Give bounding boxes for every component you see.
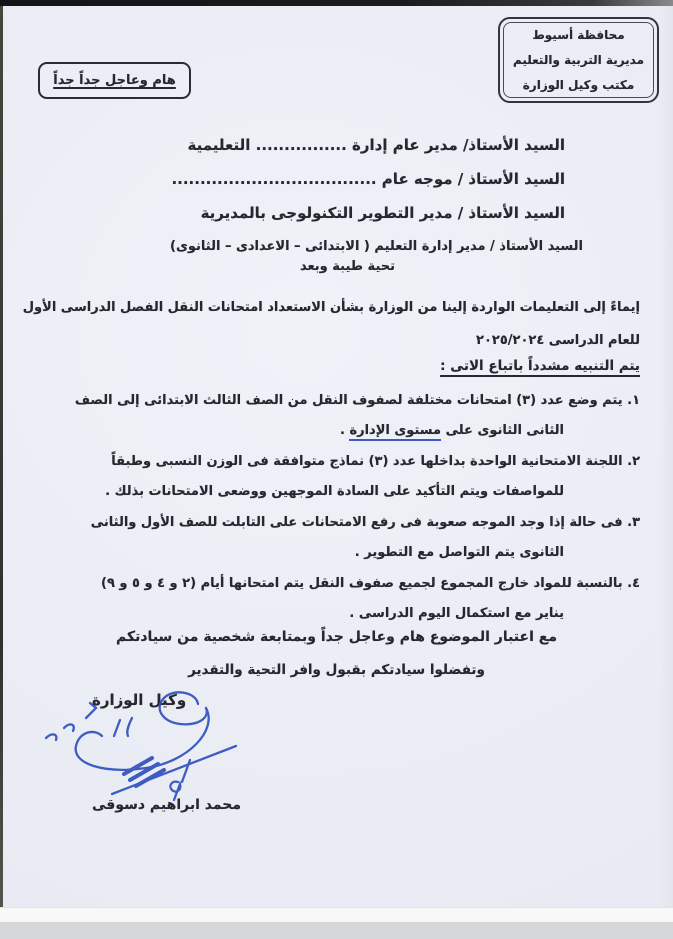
scan-edge-bottom-gray [0, 922, 673, 939]
directive-item-4 [40, 569, 640, 629]
letterhead-stamp [498, 17, 659, 103]
handwritten-signature [28, 690, 278, 802]
directive-item-line: الثانوى يتم التواصل مع التطوير . [354, 545, 564, 560]
letterhead-office: مكتب وكيل الوزارة [522, 77, 635, 92]
closing-emphasis-line: مع اعتبار الموضوع هام وعاجل جداً وبمتابعة شخصية من سيادتكم [116, 629, 557, 645]
scan-edge-bottom-white [0, 908, 673, 922]
recipient-line: السيد الأستاذ/ مدير عام إدارة ................ التعليمية [187, 136, 565, 154]
signer-title: وكيل الوزارة [92, 691, 187, 709]
recipient-line: السيد الأستاذ / مدير التطوير التكنولوجى بالمديرية [200, 204, 565, 222]
directive-item-line: يناير مع استكمال اليوم الدراسى . [349, 606, 564, 621]
item1-text-before: الثانى الثانوى على [441, 423, 564, 438]
urgency-stamp-label: هام وعاجل جداً جداً [53, 73, 176, 88]
directive-heading: يتم التنبيه مشدداً باتباع الاتى : [440, 358, 640, 374]
item1-text-after: . [339, 423, 350, 438]
directives-list [40, 386, 640, 630]
closing-salutation-line: وتفضلوا سيادتكم بقبول وافر التحية والتقدير [188, 662, 485, 678]
greeting-line: تحية طيبة وبعد [299, 259, 395, 274]
directive-item-line: ١. يتم وضع عدد (٣) امتحانات مختلفة لصفوف النقل من الصف الثالث الابتدائى إلى الصف [74, 393, 640, 408]
directive-item-line: ٣. فى حالة إذا وجد الموجه صعوبة فى رفع الامتحانات على التابلت للصف الأول والثانى [90, 515, 640, 530]
directive-item-1 [40, 386, 640, 446]
directive-item-line: للمواصفات ويتم التأكيد على السادة الموجهين ووضعى الامتحانات بذلك . [105, 484, 564, 499]
intro-line: للعام الدراسى ٢٠٢٥/٢٠٢٤ [476, 333, 640, 348]
letterhead-directorate: مديرية التربية والتعليم [512, 52, 645, 67]
directive-item-line [40, 416, 564, 446]
urgency-stamp-box [38, 62, 191, 99]
recipient-line: السيد الأستاذ / موجه عام .................................... [171, 170, 565, 188]
scan-edge-top [0, 0, 673, 6]
scan-edge-right [659, 6, 673, 908]
directive-item-line: ٢. اللجنة الامتحانية الواحدة بداخلها عدد (٣) نماذج متوافقة فى الوزن النسبى وطبقاً [111, 454, 640, 469]
directive-item-3 [40, 508, 640, 568]
directive-item-line: ٤. بالنسبة للمواد خارج المجموع لجميع صفوف النقل يتم امتحانها أيام (٢ و ٤ و ٥ و ٩) [100, 576, 640, 591]
signer-name: محمد ابراهيم دسوقى [92, 797, 242, 813]
recipient-line: السيد الأستاذ / مدير إدارة التعليم ( الابتدائى – الاعدادى – الثانوى) [170, 239, 583, 254]
recipients-block [25, 128, 583, 264]
directive-item-2 [40, 447, 640, 507]
item1-pen-underlined-text: مستوى الإدارة [349, 423, 441, 441]
scan-edge-left [0, 6, 3, 922]
intro-paragraph [22, 291, 640, 357]
letterhead-governorate: محافظة أسيوط [532, 27, 625, 42]
intro-line: إيماءً إلى التعليمات الواردة إلينا من الوزارة بشأن الاستعداد امتحانات النقل الفصل الدراسى الأول [22, 300, 640, 315]
